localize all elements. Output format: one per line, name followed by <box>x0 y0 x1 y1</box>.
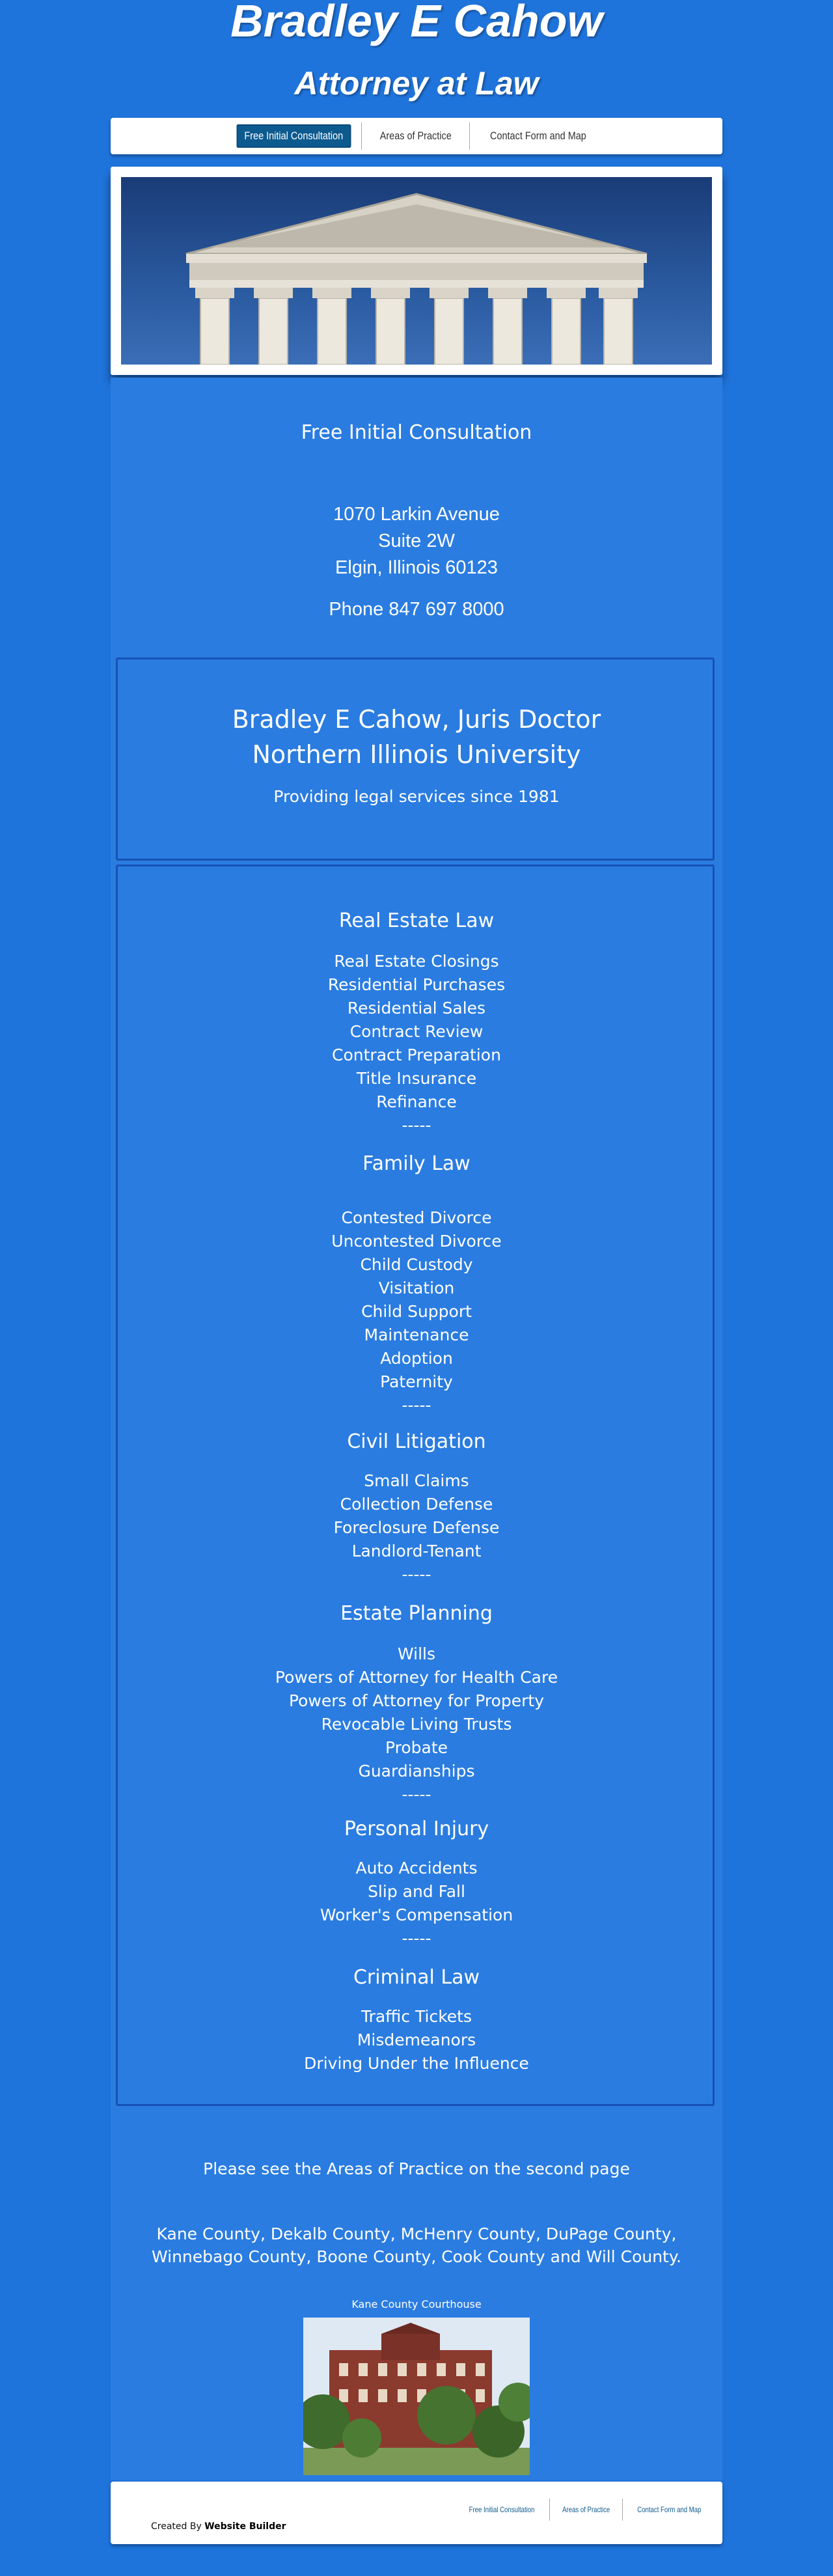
practice-item: Collection Defense <box>340 1495 493 1514</box>
practice-item: Real Estate Closings <box>334 952 499 971</box>
courthouse-photo <box>303 2318 530 2475</box>
footer-nav-divider <box>622 2499 623 2521</box>
practice-item: ----- <box>402 1929 431 1948</box>
practice-item: Title Insurance <box>356 1069 477 1088</box>
nav-item-free-consultation[interactable]: Free Initial Consultation <box>237 124 351 148</box>
practice-item: Child Support <box>361 1302 472 1321</box>
practice-item: Powers of Attorney for Health Care <box>275 1668 558 1687</box>
footer-nav-free-consultation[interactable]: Free Initial Consultation <box>469 2505 535 2514</box>
address-line-2: Suite 2W <box>378 531 455 551</box>
practice-item: ----- <box>402 1396 431 1415</box>
practice-section-heading: Civil Litigation <box>347 1430 486 1453</box>
practice-item: Contract Preparation <box>332 1046 501 1064</box>
supreme-court-facade <box>121 177 712 365</box>
hero-image-frame <box>111 167 722 375</box>
practice-item: Slip and Fall <box>368 1882 465 1901</box>
practice-item: Child Custody <box>360 1255 473 1274</box>
practice-section-heading: Criminal Law <box>353 1966 480 1989</box>
footer-nav-contact[interactable]: Contact Form and Map <box>637 2505 702 2514</box>
counties-line-1: Kane County, Dekalb County, McHenry County, DuPage County, <box>156 2224 677 2243</box>
practice-item: Misdemeanors <box>357 2030 476 2049</box>
nav-item-areas-of-practice[interactable]: Areas of Practice <box>379 130 452 142</box>
practice-item: Maintenance <box>364 1325 469 1344</box>
hero-image-courthouse-columns <box>121 177 712 365</box>
practice-item: Auto Accidents <box>355 1859 478 1877</box>
credit-link[interactable]: Website Builder <box>204 2521 286 2532</box>
address-line-1: 1070 Larkin Avenue <box>333 504 500 525</box>
builder-credit <box>151 2521 286 2532</box>
footer <box>111 2482 722 2544</box>
practice-item: Landlord-Tenant <box>351 1542 482 1560</box>
site-title: Bradley E Cahow <box>230 0 603 46</box>
practice-item: Paternity <box>380 1372 453 1391</box>
practice-item: Residential Sales <box>347 999 486 1018</box>
footer-nav-divider <box>549 2499 550 2521</box>
practice-since: Providing legal services since 1981 <box>273 787 560 806</box>
nav-item-contact[interactable]: Contact Form and Map <box>490 130 586 142</box>
practice-item: Residential Purchases <box>327 975 506 994</box>
practice-item: Probate <box>385 1738 448 1757</box>
attorney-name: Bradley E Cahow, Juris Doctor <box>232 705 601 734</box>
practice-item: ----- <box>402 1785 431 1804</box>
practice-section-heading: Personal Injury <box>344 1818 489 1840</box>
practice-item: Contract Review <box>349 1022 484 1041</box>
courthouse-caption: Kane County Courthouse <box>351 2298 482 2310</box>
practice-item: Contested Divorce <box>341 1208 492 1227</box>
counties-line-2: Winnebago County, Boone County, Cook County and Will County. <box>151 2247 682 2266</box>
practice-item: Uncontested Divorce <box>331 1232 502 1251</box>
address-line-3: Elgin, Illinois 60123 <box>335 557 498 578</box>
practice-item: Powers of Attorney for Property <box>288 1691 545 1710</box>
practice-item: ----- <box>402 1565 431 1584</box>
practice-item: Refinance <box>376 1092 457 1111</box>
practice-item: Foreclosure Defense <box>333 1518 500 1537</box>
practice-section-heading: Real Estate Law <box>338 909 495 932</box>
practice-item: Revocable Living Trusts <box>321 1715 512 1734</box>
credit-prefix: Created By <box>151 2521 202 2532</box>
practice-item: Guardianships <box>358 1762 475 1780</box>
areas-notice: Please see the Areas of Practice on the second page <box>203 2159 630 2178</box>
practice-item: Visitation <box>378 1279 455 1297</box>
main-nav <box>111 118 722 154</box>
footer-nav <box>454 2499 716 2521</box>
practice-item: ----- <box>402 1116 431 1135</box>
site-subtitle: Attorney at Law <box>294 65 539 102</box>
practice-item: Driving Under the Influence <box>304 2054 529 2073</box>
nav-divider <box>361 122 362 150</box>
practice-item: Traffic Tickets <box>361 2007 472 2026</box>
practice-item: Small Claims <box>364 1471 469 1490</box>
practice-item: Adoption <box>380 1349 453 1368</box>
practice-section-heading: Estate Planning <box>340 1602 493 1625</box>
practice-item: Worker's Compensation <box>320 1905 513 1924</box>
practice-item: Wills <box>397 1644 436 1663</box>
footer-nav-areas-of-practice[interactable]: Areas of Practice <box>562 2505 610 2514</box>
attorney-school: Northern Illinois University <box>252 740 581 769</box>
nav-divider <box>469 122 470 150</box>
practice-section-heading: Family Law <box>362 1152 471 1175</box>
consultation-title: Free Initial Consultation <box>301 421 532 444</box>
phone-number: Phone 847 697 8000 <box>329 599 504 620</box>
